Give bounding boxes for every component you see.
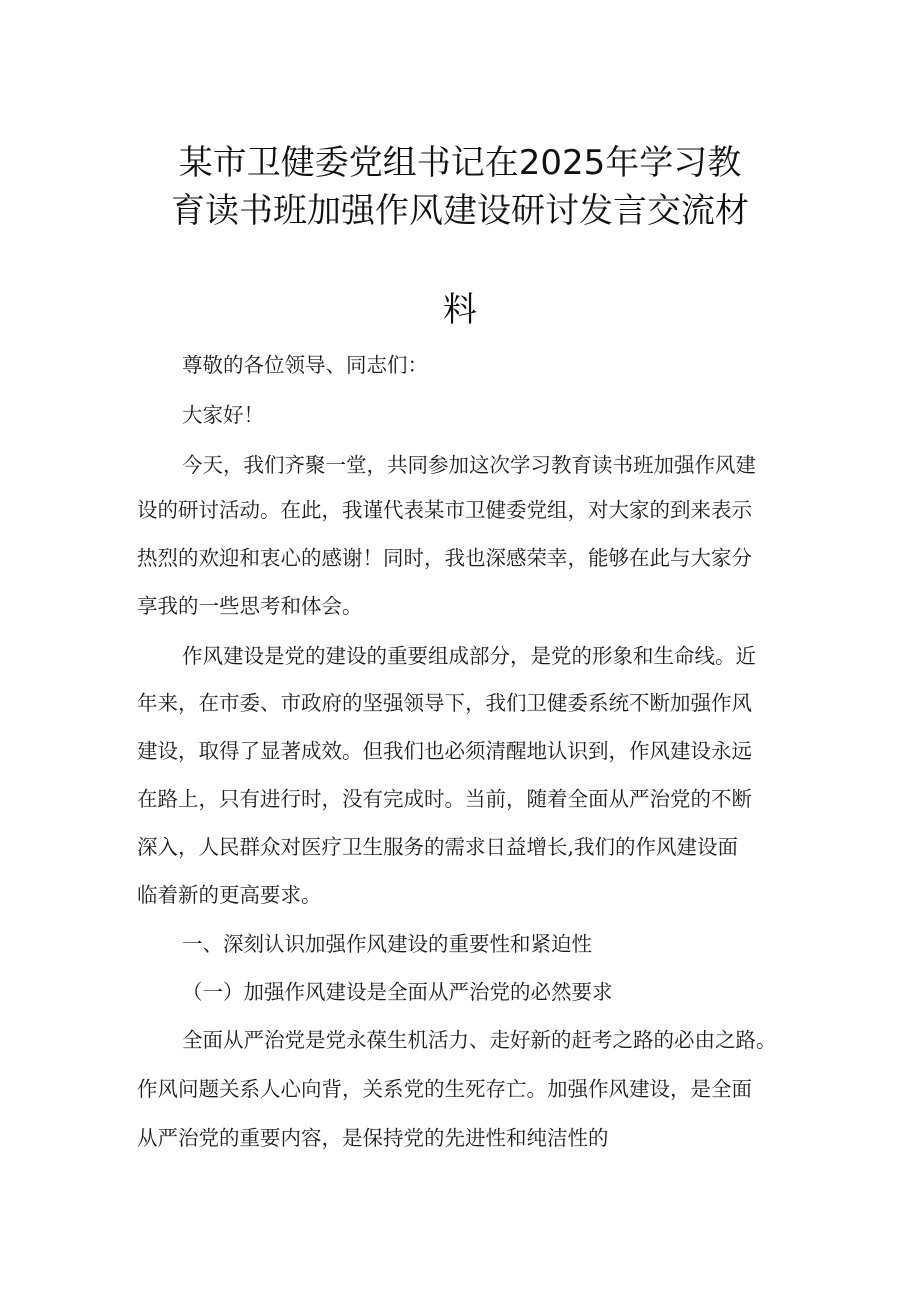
paragraph-line: 全面从严治党是党永葆生机活力、走好新的赶考之路的必由之路。 bbox=[182, 1028, 777, 1052]
paragraph-line: 热烈的欢迎和衷心的感谢！同时，我也深感荣幸，能够在此与大家分 bbox=[137, 546, 752, 570]
section-heading-1: 一、深刻认识加强作风建设的重要性和紧迫性 bbox=[182, 932, 592, 956]
paragraph-line: 年来，在市委、市政府的坚强领导下，我们卫健委系统不断加强作风 bbox=[137, 691, 752, 715]
paragraph-line: 临着新的更高要求。 bbox=[137, 883, 322, 907]
paragraph-line: 作风建设是党的建设的重要组成部分，是党的形象和生命线。近 bbox=[182, 644, 756, 668]
paragraph-line: 深入，人民群众对医疗卫生服务的需求日益增长,我们的作风建设面 bbox=[137, 835, 739, 859]
salutation: 大家好！ bbox=[182, 403, 264, 427]
paragraph-line: 享我的一些思考和体会。 bbox=[137, 594, 363, 618]
paragraph-line: 设的研讨活动。在此，我谨代表某市卫健委党组，对大家的到来表示 bbox=[137, 498, 752, 522]
subsection-heading-1: （一）加强作风建设是全面从严治党的必然要求 bbox=[182, 980, 613, 1004]
paragraph-line: 建设，取得了显著成效。但我们也必须清醒地认识到，作风建设永远 bbox=[137, 739, 752, 763]
title-line-2: 育读书班加强作风建设研讨发言交流材 bbox=[171, 191, 749, 231]
greeting: 尊敬的各位领导、同志们： bbox=[182, 353, 428, 377]
paragraph-line: 作风问题关系人心向背，关系党的生死存亡。加强作风建设，是全面 bbox=[137, 1077, 752, 1101]
title-line-3: 料 bbox=[443, 290, 477, 330]
paragraph-line: 在路上，只有进行时，没有完成时。当前，随着全面从严治党的不断 bbox=[137, 787, 752, 811]
paragraph-line: 今天，我们齐聚一堂，共同参加这次学习教育读书班加强作风建 bbox=[182, 453, 756, 477]
title-line-1: 某市卫健委党组书记在2025年学习教 bbox=[178, 143, 742, 183]
paragraph-line: 从严治党的重要内容，是保持党的先进性和纯洁性的 bbox=[137, 1126, 609, 1150]
